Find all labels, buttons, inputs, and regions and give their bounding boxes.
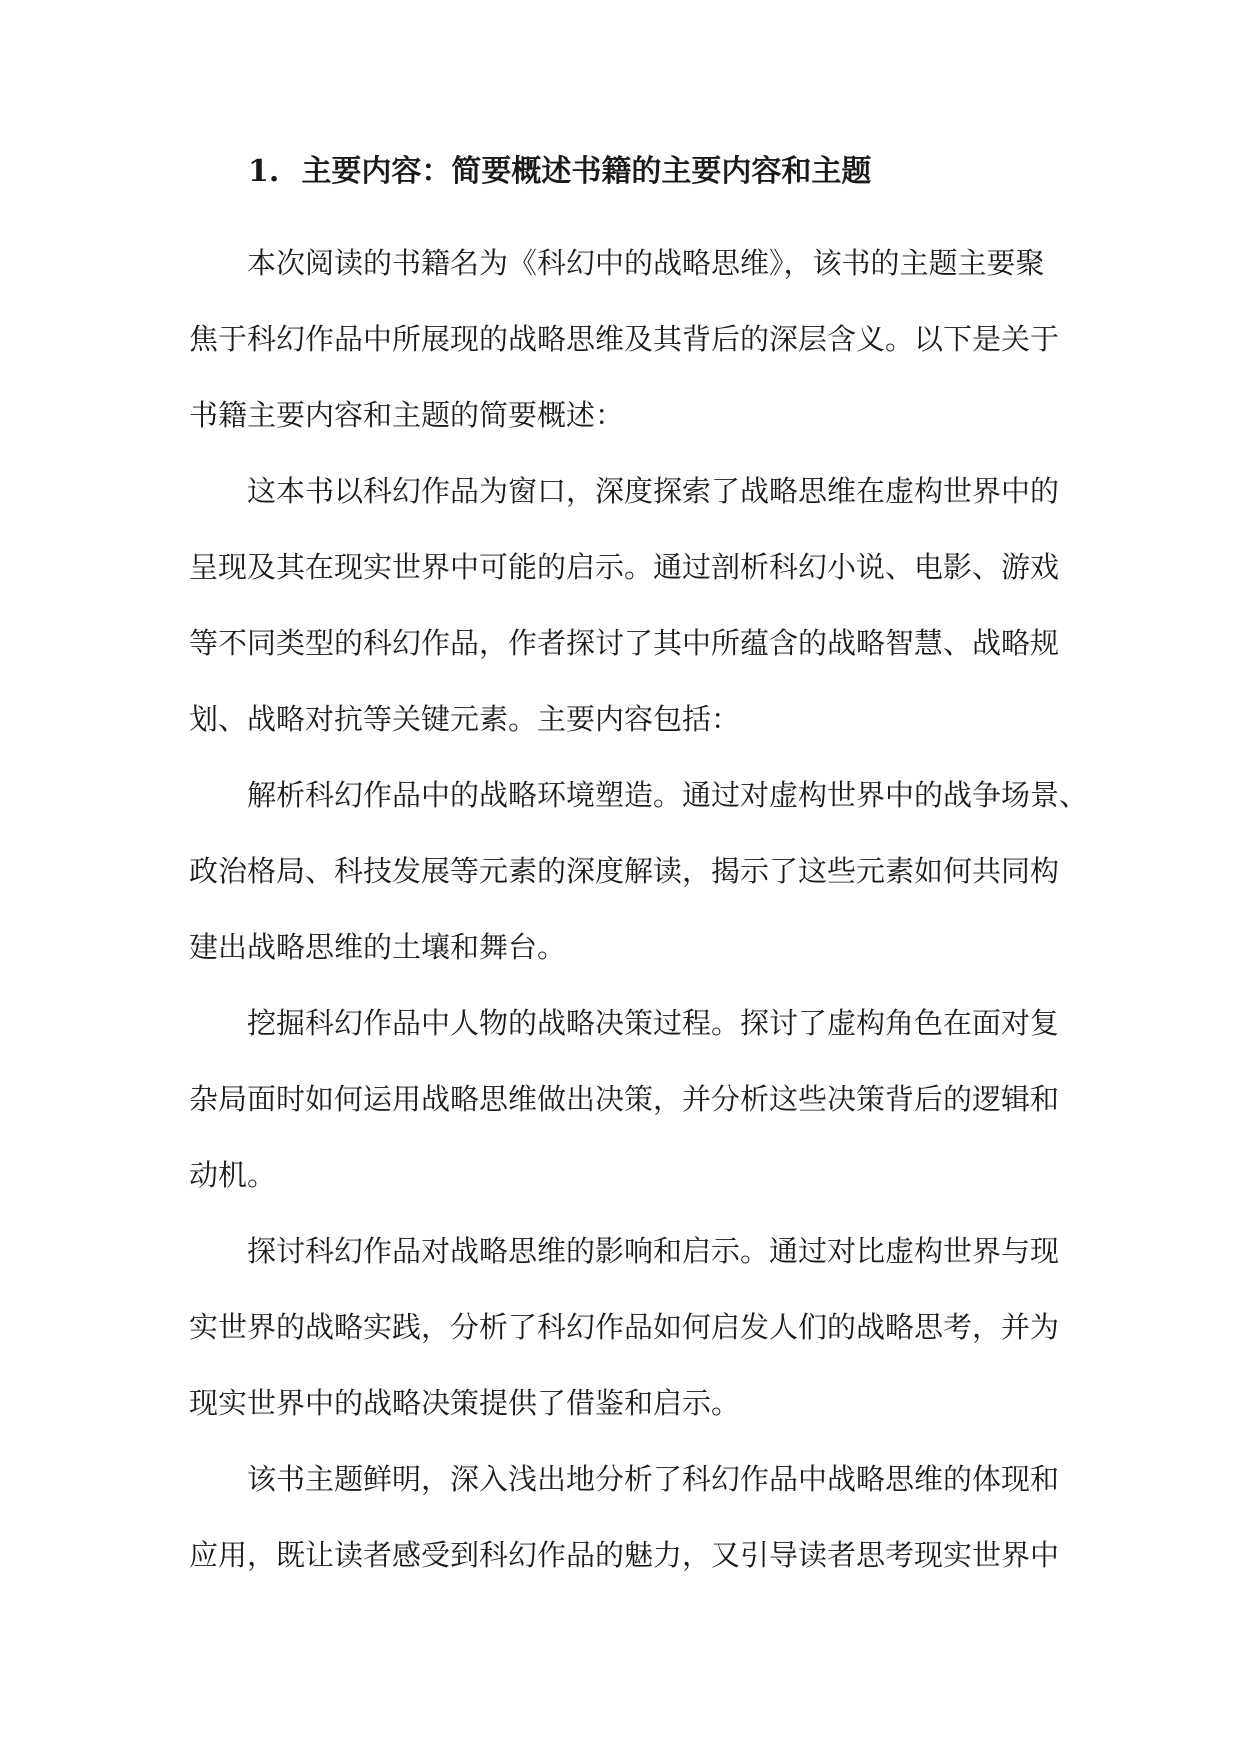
paragraph — [189, 1441, 1069, 1593]
text-line: 该书主题鲜明，深入浅出地分析了科幻作品中战略思维的体现和 — [247, 1462, 1060, 1496]
heading-number: 1. — [248, 154, 280, 189]
text-line: 建出战略思维的土壤和舞台。 — [189, 930, 567, 964]
text-line: 探讨科幻作品对战略思维的影响和启示。通过对比虚构世界与现 — [247, 1234, 1060, 1268]
text-line: 现实世界中的战略决策提供了借鉴和启示。 — [189, 1386, 741, 1420]
text-line: 实世界的战略实践，分析了科幻作品如何启发人们的战略思考，并为 — [189, 1310, 1060, 1344]
text-line: 动机。 — [189, 1158, 277, 1192]
text-line: 等不同类型的科幻作品，作者探讨了其中所蕴含的战略智慧、战略规 — [189, 626, 1060, 660]
text-line: 这本书以科幻作品为窗口，深度探索了战略思维在虚构世界中的 — [247, 474, 1060, 508]
heading-text: 主要内容：简要概述书籍的主要内容和主题 — [301, 154, 872, 189]
text-line: 书籍主要内容和主题的简要概述： — [189, 398, 625, 432]
paragraph — [189, 985, 1069, 1213]
paragraph — [189, 757, 1089, 985]
text-line: 政治格局、科技发展等元素的深度解读，揭示了这些元素如何共同构 — [189, 854, 1060, 888]
paragraph — [189, 225, 1069, 453]
body-text — [189, 225, 1089, 1593]
section-heading — [248, 150, 871, 194]
text-line: 焦于科幻作品中所展现的战略思维及其背后的深层含义。以下是关于 — [189, 322, 1060, 356]
text-line: 挖掘科幻作品中人物的战略决策过程。探讨了虚构角色在面对复 — [247, 1006, 1060, 1040]
text-line: 解析科幻作品中的战略环境塑造。通过对虚构世界中的战争场景、 — [247, 778, 1089, 812]
paragraph — [189, 453, 1069, 757]
text-line: 本次阅读的书籍名为《科幻中的战略思维》，该书的主题主要聚 — [247, 246, 1045, 280]
text-line: 应用，既让读者感受到科幻作品的魅力，又引导读者思考现实世界中 — [189, 1538, 1060, 1572]
text-line: 划、战略对抗等关键元素。主要内容包括： — [189, 702, 741, 736]
text-line: 呈现及其在现实世界中可能的启示。通过剖析科幻小说、电影、游戏 — [189, 550, 1060, 584]
text-line: 杂局面时如何运用战略思维做出决策，并分析这些决策背后的逻辑和 — [189, 1082, 1060, 1116]
paragraph — [189, 1213, 1069, 1441]
